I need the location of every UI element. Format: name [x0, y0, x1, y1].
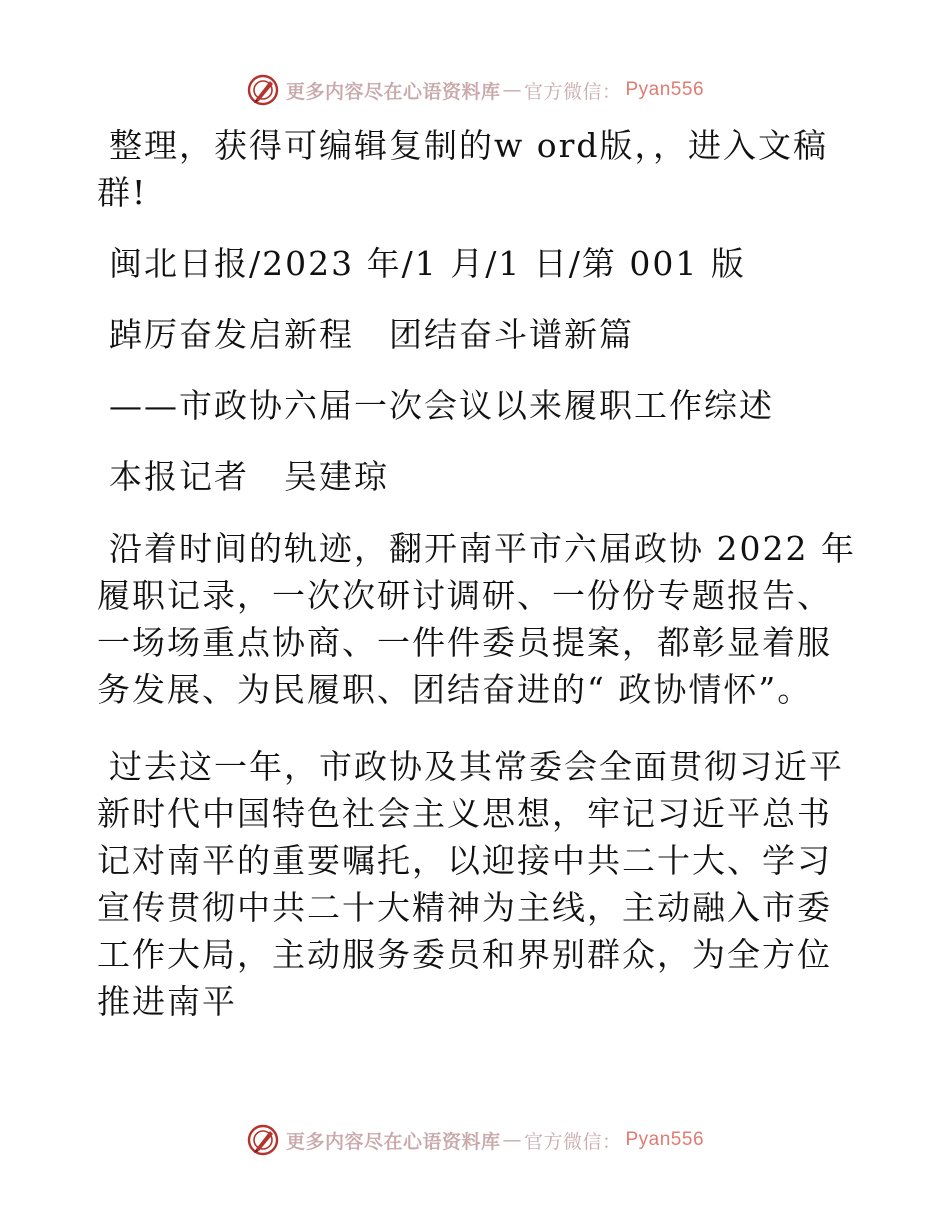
watermark-main-text: 更多内容尽在心语资料库 — [285, 80, 501, 103]
watermark-dash: — — [502, 1129, 522, 1151]
watermark-header — [0, 70, 950, 110]
dateline: 闽北日报/2023 年/1 月/1 日/第 001 版 — [109, 244, 746, 283]
watermark-main-text: 更多内容尽在心语资料库 — [285, 1130, 501, 1153]
watermark-dash: — — [502, 79, 522, 101]
byline: 本报记者 吴建琼 — [109, 457, 389, 496]
headline: 踔厉奋发启新程 团结奋斗谱新篇 — [109, 315, 634, 354]
pen-logo-icon — [246, 73, 280, 107]
body-paragraph: 沿着时间的轨迹，翻开南平市六届政协 2022 年履职记录，一次次研讨调研、一份份专题报告、一场场重点协商、一件件委员提案，都彰显着服务发展、为民履职、团结奋进的“ 政协情怀”。 — [97, 529, 856, 709]
body-paragraph: 过去这一年，市政协及其常委会全面贯彻习近平新时代中国特色社会主义思想，牢记习近平总书记对南平的重要嘱托，以迎接中共二十大、学习宣传贯彻中共二十大精神为主线，主动融入市委工作大局，主动服务委员和界别群众，为全方位推进南平 — [97, 747, 844, 1021]
watermark-wechat-id: Pyan556 — [625, 79, 705, 100]
watermark-sub-text: 官方微信： — [523, 80, 622, 103]
document-body — [97, 122, 857, 1025]
watermark-footer — [0, 1120, 950, 1160]
pen-logo-icon — [246, 1123, 280, 1157]
subheadline: ——市政协六届一次会议以来履职工作综述 — [109, 386, 774, 425]
intro-text: 整理，获得可编辑复制的w ord版，，进入文稿群! — [97, 126, 829, 212]
watermark-wechat-id: Pyan556 — [625, 1129, 705, 1150]
watermark-sub-text: 官方微信： — [523, 1130, 622, 1153]
